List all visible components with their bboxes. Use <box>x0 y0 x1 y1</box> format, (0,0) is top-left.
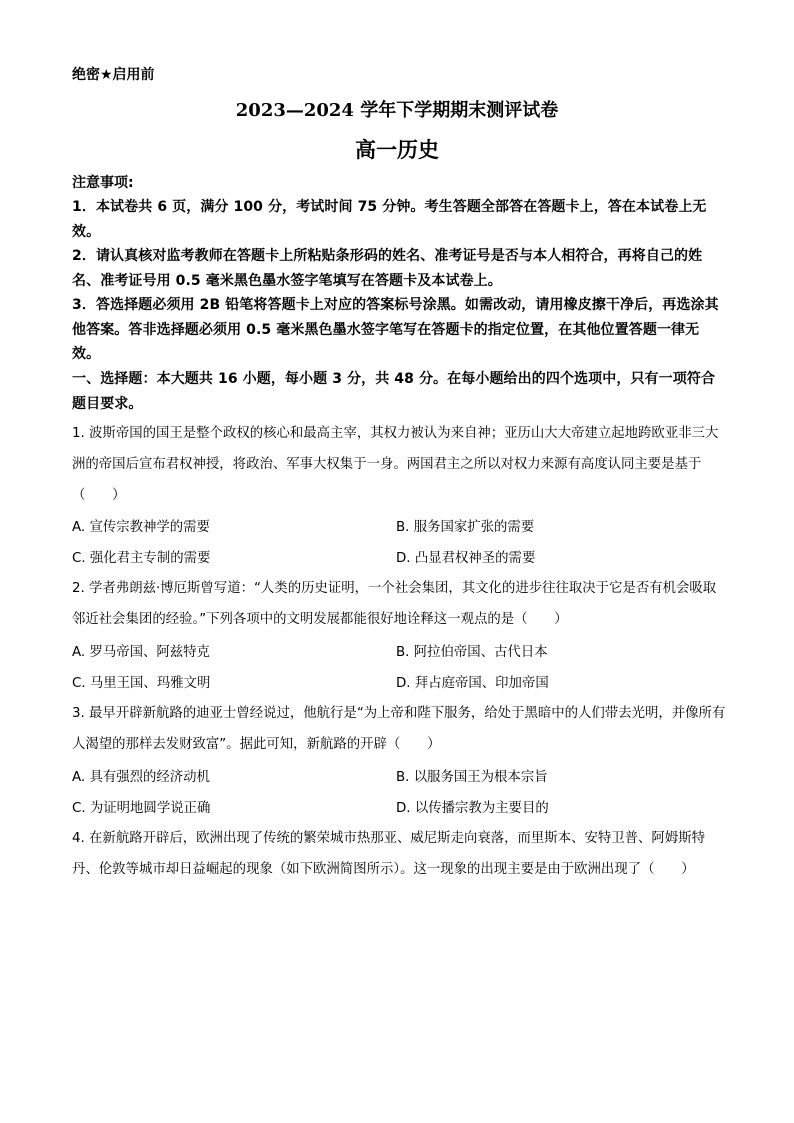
option-row <box>72 672 722 696</box>
option-row <box>72 797 722 821</box>
option-d: D. 以传播宗教为主要目的 <box>396 801 549 816</box>
secret-mark: 绝密★启用前 <box>72 67 155 83</box>
option-a: A. 罗马帝国、阿兹特克 <box>72 645 210 660</box>
option-d: D. 凸显君权神圣的需要 <box>396 551 536 566</box>
section-heading: 一、选择题：本大题共 16 小题，每小题 3 分，共 48 分。在每小题给出的四个选项中，只有一项符合题目要求。 <box>72 371 716 412</box>
exam-title: 2023—2024 学年下学期期末测评试卷 <box>235 100 559 121</box>
subject-title: 高一历史 <box>355 137 439 162</box>
option-c: C. 强化君主专制的需要 <box>72 551 211 566</box>
question-stem: 2. 学者弗朗兹·博厄斯曾写道：“人类的历史证明，一个社会集团，其文化的进步往往取决于它是否有机会吸取邻近社会集团的经验。”下列各项中的文明发展都能很好地诠释这一观点的是（ ） <box>72 581 717 627</box>
option-c: C. 为证明地圆学说正确 <box>72 801 211 816</box>
option-a: A. 具有强烈的经济动机 <box>72 770 210 785</box>
option-b: B. 服务国家扩张的需要 <box>396 520 535 535</box>
option-row <box>72 516 722 540</box>
option-c: C. 马里王国、玛雅文明 <box>72 676 211 691</box>
note-item: 1．本试卷共 6 页，满分 100 分，考试时间 75 分钟。考生答题全部答在答题卡上，答在本试卷上无效。 <box>72 199 707 240</box>
option-row <box>72 766 722 790</box>
option-b: B. 阿拉伯帝国、古代日本 <box>396 645 548 660</box>
option-b: B. 以服务国王为根本宗旨 <box>396 770 548 785</box>
option-a: A. 宣传宗教神学的需要 <box>72 520 210 535</box>
option-d: D. 拜占庭帝国、印加帝国 <box>396 676 549 691</box>
option-row <box>72 547 722 571</box>
note-item: 3．答选择题必须用 2B 铅笔将答题卡上对应的答案标号涂黑。如需改动，请用橡皮擦干净后，再选涂其他答案。答非选择题必须用 0.5 毫米黑色墨水签字笔写在答题卡的指定位置，在其他位置答题一律无效。 <box>72 297 719 362</box>
note-item: 2．请认真核对监考教师在答题卡上所粘贴条形码的姓名、准考证号是否与本人相符合，再将自己的姓名、准考证号用 0.5 毫米黑色墨水签字笔填写在答题卡及本试卷上。 <box>72 248 703 289</box>
notes-heading: 注意事项: <box>72 175 134 191</box>
question-stem: 3. 最早开辟新航路的迪亚士曾经说过，他航行是“为上帝和陛下服务，给处于黑暗中的人们带去光明，并像所有人渴望的那样去发财致富”。据此可知，新航路的开辟（ ） <box>72 706 726 752</box>
question-stem: 4. 在新航路开辟后，欧洲出现了传统的繁荣城市热那亚、威尼斯走向衰落，而里斯本、安特卫普、阿姆斯特丹、伦敦等城市却日益崛起的现象（如下欧洲简图所示）。这一现象的出现主要是由于欧洲出现了（ ） <box>72 831 705 877</box>
option-row <box>72 641 722 665</box>
question-stem: 1. 波斯帝国的国王是整个政权的核心和最高主宰，其权力被认为来自神；亚历山大大帝建立起地跨欧亚非三大洲的帝国后宣布君权神授，将政治、军事大权集于一身。两国君主之所以对权力来源有高度认同主要是基于（ ） <box>72 426 719 503</box>
